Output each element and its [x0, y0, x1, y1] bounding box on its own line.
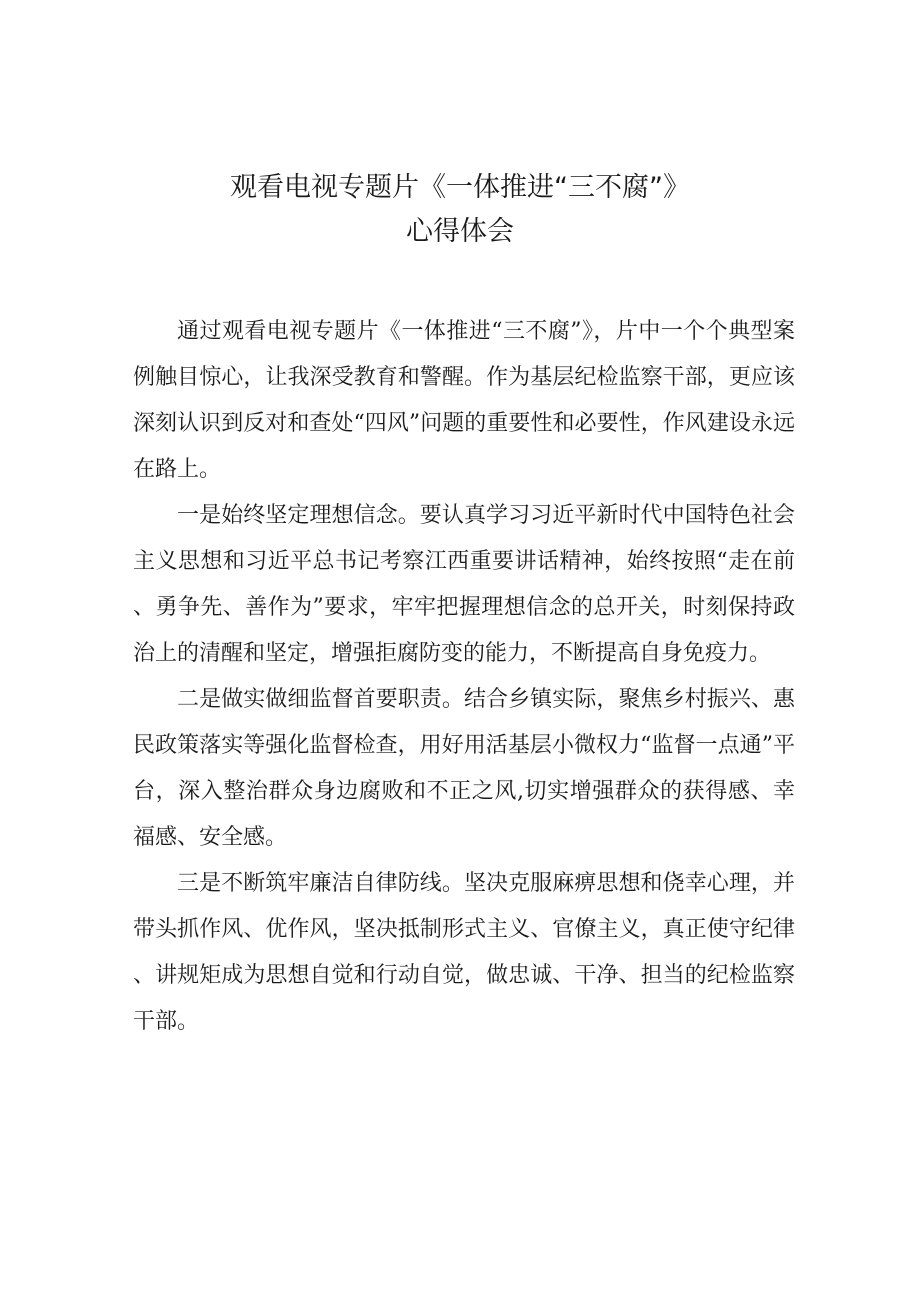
paragraph-point-2: 二是做实做细监督首要职责。结合乡镇实际，聚焦乡村振兴、惠民政策落实等强化监督检查，用好用活基层小微权力“监督一点通”平台，深入整治群众身边腐败和不正之风,切实增强群众的获得感、幸福感、安全感。 [133, 687, 795, 850]
document-title [0, 166, 920, 254]
paragraph-intro: 通过观看电视专题片《一体推进“三不腐”》，片中一个个典型案例触目惊心，让我深受教育和警醒。作为基层纪检监察干部，更应该深刻认识到反对和查处“四风”问题的重要性和必要性，作风建设永远在路上。 [133, 319, 795, 482]
document-body [133, 309, 795, 1045]
paragraph-point-1: 一是始终坚定理想信念。要认真学习习近平新时代中国特色社会主义思想和习近平总书记考察江西重要讲话精神，始终按照“走在前、勇争先、善作为”要求，牢牢把握理想信念的总开关，时刻保持政治上的清醒和坚定，增强拒腐防变的能力，不断提高自身免疫力。 [133, 503, 795, 666]
paragraph-point-3: 三是不断筑牢廉洁自律防线。坚决克服麻痹思想和侥幸心理，并带头抓作风、优作风，坚决抵制形式主义、官僚主义，真正使守纪律、讲规矩成为思想自觉和行动自觉，做忠诚、干净、担当的纪检监察干部。 [133, 871, 795, 1034]
title-line-2: 心得体会 [406, 216, 514, 247]
title-line-1: 观看电视专题片《一体推进“三不腐”》 [230, 172, 690, 203]
